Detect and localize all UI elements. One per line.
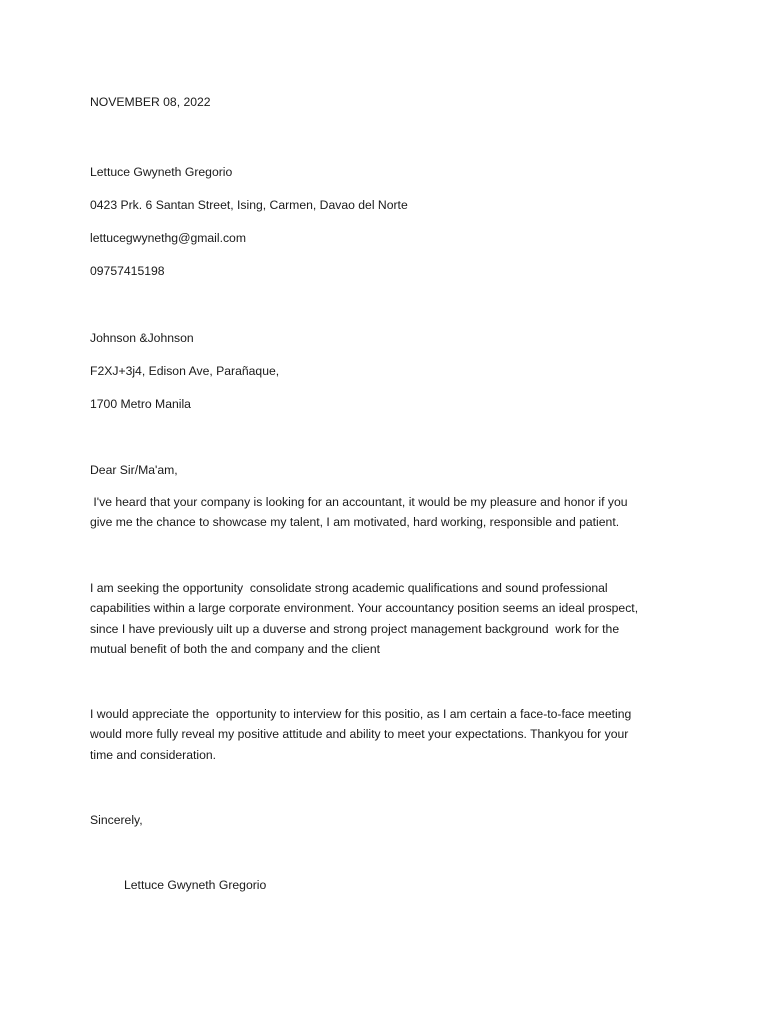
paragraph-line: would more fully reveal my positive attitude and ability to meet your expectations. Thankyou for your (90, 727, 629, 742)
body-paragraph-2 (90, 578, 680, 659)
paragraph-line: I've heard that your company is looking for an accountant, it would be my pleasure and honor if you (90, 495, 628, 509)
paragraph-line: capabilities within a large corporate environment. Your accountancy position seems an ideal prospect, (90, 601, 639, 616)
paragraph-line: since I have previously uilt up a duverse and strong project management background work for the (90, 621, 620, 636)
signature-name: Lettuce Gwyneth Gregorio (124, 878, 267, 892)
sender-name: Lettuce Gwyneth Gregorio (90, 165, 233, 179)
paragraph-line: I would appreciate the opportunity to interview for this positio, as I am certain a face-to-face meeting (90, 707, 632, 721)
recipient-address-line2: 1700 Metro Manila (90, 397, 191, 411)
letter-date: NOVEMBER 08, 2022 (90, 95, 211, 109)
salutation: Dear Sir/Ma'am, (90, 463, 178, 477)
recipient-address-line1: F2XJ+3j4, Edison Ave, Parañaque, (90, 364, 280, 378)
paragraph-line: give me the chance to showcase my talent, I am motivated, hard working, responsible and patient. (90, 515, 620, 530)
sender-address: 0423 Prk. 6 Santan Street, Ising, Carmen, Davao del Norte (90, 198, 408, 212)
recipient-company: Johnson &Johnson (90, 331, 194, 345)
sender-phone: 09757415198 (90, 264, 165, 278)
sender-email: lettucegwynethg@gmail.com (90, 231, 246, 245)
paragraph-line: mutual benefit of both the and company and the client (90, 641, 380, 656)
paragraph-line: time and consideration. (90, 747, 217, 762)
paragraph-line: I am seeking the opportunity consolidate strong academic qualifications and sound professional (90, 581, 608, 595)
body-paragraph-1 (90, 492, 680, 533)
body-paragraph-3 (90, 704, 680, 765)
closing: Sincerely, (90, 813, 143, 827)
